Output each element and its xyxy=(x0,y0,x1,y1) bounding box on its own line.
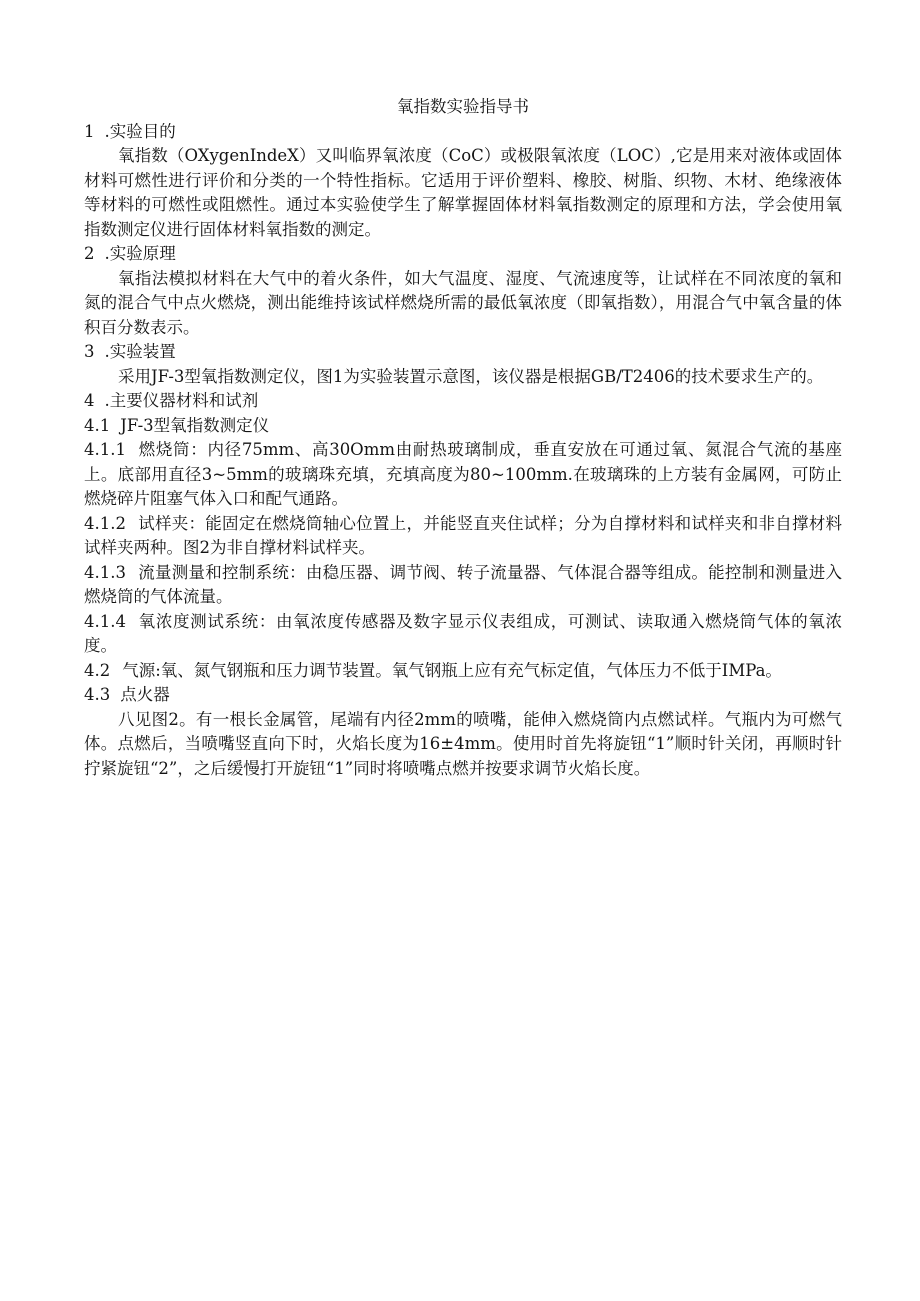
subsection-text: 气源:氧、氮气钢瓶和压力调节装置。氧气钢瓶上应有充气标定值，气体压力不低于IMPa。 xyxy=(122,660,782,680)
section-number: 4 xyxy=(84,391,95,410)
section-4-heading xyxy=(84,389,842,414)
item-number: 4.1.2 xyxy=(84,513,126,533)
document-page xyxy=(84,95,842,781)
section-1-heading xyxy=(84,120,842,145)
subsection-4-2 xyxy=(84,659,842,684)
item-4-1-4 xyxy=(84,610,842,659)
section-1-body: 氧指数（OXygenIndeX）又叫临界氧浓度（CoC）或极限氧浓度（LOC）,它是用来对液体或固体材料可燃性进行评价和分类的一个特性指标。它适用于评价塑料、橡胶、树脂、织物、木材、绝缘液体等材料的可燃性或阻燃性。通过本实验使学生了解掌握固体材料氧指数测定的原理和方法，学会使用氧指数测定仪进行固体材料氧指数的测定。 xyxy=(84,146,842,239)
item-text: 试样夹：能固定在燃烧筒轴心位置上，并能竖直夹住试样；分为自撑材料和试样夹和非自撑材料试样夹两种。图2为非自撑材料试样夹。 xyxy=(84,513,842,557)
section-3-body: 采用JF-3型氧指数测定仪，图1为实验装置示意图，该仪器是根据GB/T2406的技术要求生产的。 xyxy=(118,366,824,386)
document-title: 氧指数实验指导书 xyxy=(397,97,529,116)
section-number: 2 xyxy=(84,244,95,263)
subsection-number: 4.1 xyxy=(84,415,111,435)
section-title: .主要仪器材料和试剂 xyxy=(104,391,259,410)
item-text: 流量测量和控制系统：由稳压器、调节阀、转子流量器、气体混合器等组成。能控制和测量进入燃烧筒的气体流量。 xyxy=(84,562,842,606)
subsection-title: JF-3型氧指数测定仪 xyxy=(120,415,270,435)
section-2-heading xyxy=(84,242,842,267)
subsection-4-3-heading xyxy=(84,683,842,708)
section-3-heading xyxy=(84,340,842,365)
section-title: .实验原理 xyxy=(104,244,176,263)
item-number: 4.1.4 xyxy=(84,611,126,631)
subsection-4-3-body: 八见图2。有一根长金属管，尾端有内径2mm的喷嘴，能伸入燃烧筒内点燃试样。气瓶内为可燃气体。点燃后，当喷嘴竖直向下时，火焰长度为16±4mm。使用时首先将旋钮“1”顺时针关闭，再顺时针拧紧旋钮“2”，之后缓慢打开旋钮“1”同时将喷嘴点燃并按要求调节火焰长度。 xyxy=(84,709,842,778)
section-2-body: 氧指法模拟材料在大气中的着火条件，如大气温度、湿度、气流速度等，让试样在不同浓度的氧和氮的混合气中点火燃烧，测出能维持该试样燃烧所需的最低氧浓度（即氧指数），用混合气中氧含量的体积百分数表示。 xyxy=(84,268,842,337)
section-title: .实验目的 xyxy=(104,121,176,141)
subsection-4-1-heading xyxy=(84,414,842,439)
section-title: .实验装置 xyxy=(104,342,176,361)
subsection-title: 点火器 xyxy=(120,685,170,704)
item-text: 氧浓度测试系统：由氧浓度传感器及数字显示仪表组成，可测试、读取通入燃烧筒气体的氧浓度。 xyxy=(84,611,842,655)
section-number: 3 xyxy=(84,342,95,361)
item-text: 燃烧筒：内径75mm、高30Omm由耐热玻璃制成，垂直安放在可通过氧、氮混合气流的基座上。底部用直径3~5mm的玻璃珠充填，充填高度为80~100mm.在玻璃珠的上方装有金属网，可防止燃烧碎片阻塞气体入口和配气通路。 xyxy=(84,440,842,508)
item-4-1-2 xyxy=(84,512,842,561)
item-4-1-3 xyxy=(84,561,842,610)
item-number: 4.1.1 xyxy=(84,440,126,459)
section-number: 1 xyxy=(84,121,95,141)
subsection-number: 4.2 xyxy=(84,660,111,680)
item-4-1-1 xyxy=(84,438,842,512)
item-number: 4.1.3 xyxy=(84,562,126,582)
subsection-number: 4.3 xyxy=(84,685,111,704)
